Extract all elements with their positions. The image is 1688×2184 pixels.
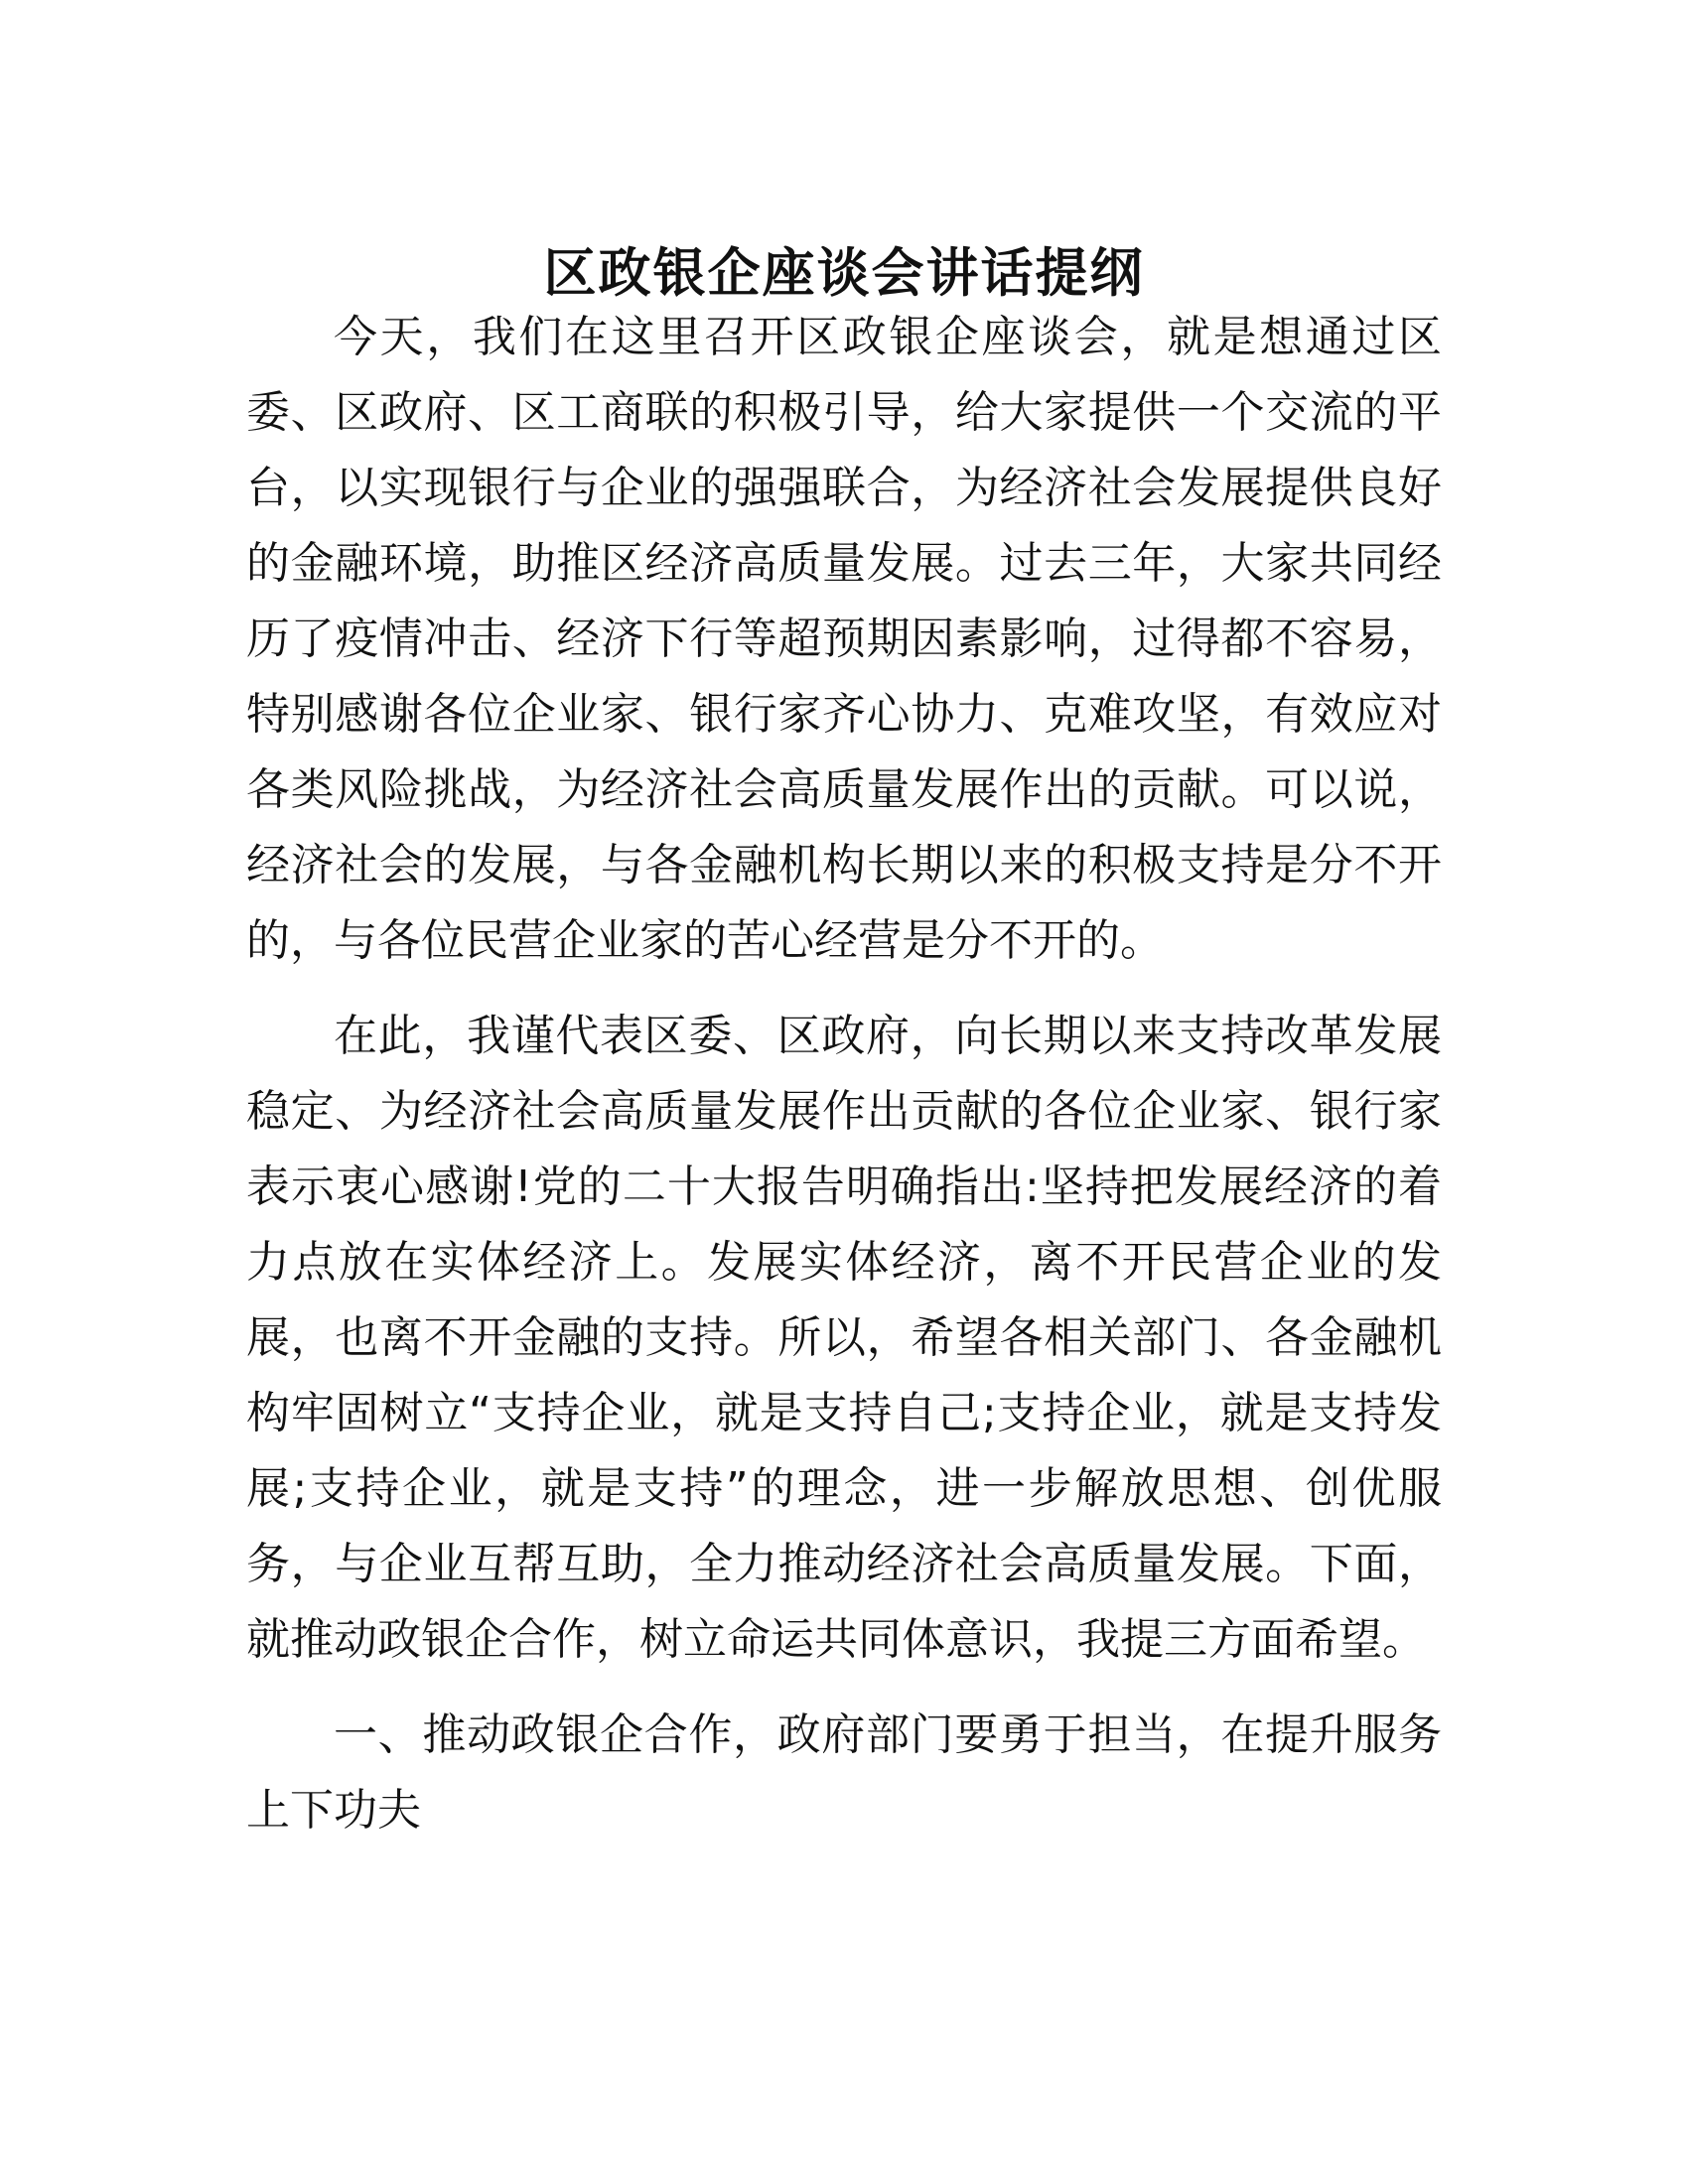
- document-title: 区政银企座谈会讲话提纲: [543, 242, 1145, 304]
- document-body: [246, 300, 1442, 1868]
- paragraph-opening: 今天，我们在这里召开区政银企座谈会，就是想通过区委、区政府、区工商联的积极引导，给大家提供一个交流的平台，以实现银行与企业的强强联合，为经济社会发展提供良好的金融环境，助推区经济高质量发展。过去三年，大家共同经历了疫情冲击、经济下行等超预期因素影响，过得都不容易，特别感谢各位企业家、银行家齐心协力、克难攻坚，有效应对各类风险挑战，为经济社会高质量发展作出的贡献。可以说，经济社会的发展，与各金融机构长期以来的积极支持是分不开的，与各位民营企业家的苦心经营是分不开的。: [246, 312, 1442, 966]
- section-heading-one: 一、推动政银企合作，政府部门要勇于担当，在提升服务上下功夫: [246, 1709, 1442, 1836]
- paragraph-thanks: 在此，我谨代表区委、区政府，向长期以来支持改革发展稳定、为经济社会高质量发展作出贡献的各位企业家、银行家表示衷心感谢!党的二十大报告明确指出:坚持把发展经济的着力点放在实体经济上。发展实体经济，离不开民营企业的发展，也离不开金融的支持。所以，希望各相关部门、各金融机构牢固树立“支持企业，就是支持自己;支持企业，就是支持发展;支持企业，就是支持”的理念，进一步解放思想、创优服务，与企业互帮互助，全力推动经济社会高质量发展。下面，就推动政银企合作，树立命运共同体意识，我提三方面希望。: [246, 1011, 1442, 1665]
